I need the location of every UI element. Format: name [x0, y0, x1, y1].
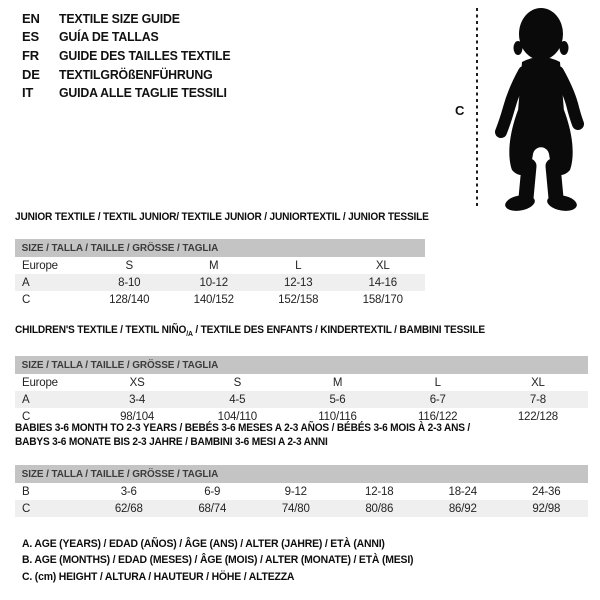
table-row: [15, 483, 588, 500]
size-cell: 3-4: [129, 393, 146, 406]
size-cell: 62/68: [114, 502, 143, 515]
footnote-c: C. (cm) HEIGHT / ALTURA / HAUTEUR / HÖHE / ALTEZZA: [22, 570, 295, 583]
language-row: [22, 65, 239, 84]
size-band-label: SIZE / TALLA / TAILLE / GRÖSSE / TAGLIA: [21, 468, 219, 480]
size-cell: M: [209, 259, 219, 272]
size-band-label: SIZE / TALLA / TAILLE / GRÖSSE / TAGLIA: [21, 242, 219, 254]
language-title-list: [22, 9, 239, 102]
size-cell: 98/104: [120, 410, 155, 423]
language-row: [22, 83, 239, 102]
row-label: A: [22, 276, 30, 289]
size-cell: XS: [129, 376, 145, 389]
footnote-b: B. AGE (MONTHS) / EDAD (MESES) / ÂGE (MOIS) / ALTER (MONATE) / ETÀ (MESI): [22, 554, 414, 567]
guide-title: GUIDE DES TAILLES TEXTILE: [59, 47, 231, 63]
table-title: JUNIOR TEXTILE / TEXTIL JUNIOR/ TEXTILE JUNIOR / JUNIORTEXTIL / JUNIOR TESSILE: [15, 211, 429, 223]
childrens-textile-table: [15, 323, 588, 425]
row-label: Europe: [22, 376, 58, 389]
row-label: C: [22, 293, 31, 306]
measure-dashed-line: [476, 8, 478, 209]
size-cell: 8-10: [118, 276, 141, 289]
height-measure-label: C: [455, 103, 465, 118]
table-row: [15, 374, 588, 391]
size-cell: 24-36: [532, 485, 561, 498]
size-cell: M: [332, 376, 343, 389]
size-cell: S: [233, 376, 242, 389]
row-label: C: [22, 410, 31, 423]
size-cell: 128/140: [109, 293, 150, 306]
table-row: [15, 257, 425, 274]
language-code: ES: [22, 29, 39, 45]
size-cell: 116/122: [418, 410, 458, 423]
size-cell: 122/128: [517, 410, 558, 423]
size-cell: 12-13: [284, 276, 313, 289]
size-cell: 86/92: [448, 502, 477, 515]
table-title-text: CHILDREN'S TEXTILE / TEXTIL NIÑO: [15, 324, 187, 336]
guide-title: TEXTILE SIZE GUIDE: [59, 10, 180, 26]
size-header-band: [15, 356, 588, 374]
language-row: [22, 9, 239, 28]
size-cell: 4-5: [229, 393, 246, 406]
toddler-silhouette-icon: [487, 6, 595, 212]
language-code: EN: [22, 10, 40, 26]
size-cell: 158/170: [362, 293, 403, 306]
size-cell: XL: [531, 376, 545, 389]
table-row: [15, 500, 588, 517]
table-title: [15, 323, 542, 341]
size-cell: 68/74: [198, 502, 227, 515]
size-header-band: [15, 465, 588, 483]
footnote-a: A. AGE (YEARS) / EDAD (AÑOS) / ÂGE (ANS) / ALTER (JAHRE) / ETÀ (ANNI): [22, 538, 385, 550]
table-title-text: / TEXTILE DES ENFANTS / KINDERTEXTIL / BAMBINI TESSILE: [192, 324, 485, 336]
table-title: BABYS 3-6 MONATE BIS 2-3 JAHRE / BAMBINI 3-6 MESI A 2-3 ANNI: [15, 436, 328, 448]
size-band-label: SIZE / TALLA / TAILLE / GRÖSSE / TAGLIA: [21, 359, 219, 372]
size-cell: 9-12: [284, 485, 307, 498]
size-cell: 104/110: [217, 410, 257, 423]
guide-title: GUIDA ALLE TAGLIE TESSILI: [59, 85, 227, 101]
table-title-subscript: /A: [186, 329, 193, 339]
size-cell: 74/80: [281, 502, 310, 515]
size-cell: 18-24: [448, 485, 477, 498]
junior-textile-table: [15, 210, 429, 308]
size-cell: L: [434, 376, 441, 389]
size-cell: 14-16: [368, 276, 397, 289]
size-cell: 10-12: [199, 276, 228, 289]
toddler-figure: [440, 0, 600, 220]
row-label: B: [22, 485, 30, 498]
legend-footnotes: [22, 536, 434, 585]
size-cell: 152/158: [278, 293, 319, 306]
size-cell: 140/152: [193, 293, 234, 306]
size-cell: 12-18: [365, 485, 394, 498]
table-row: [15, 391, 588, 408]
babies-textile-table: [15, 421, 588, 517]
size-cell: 110/116: [318, 410, 357, 423]
size-cell: 80/86: [365, 502, 394, 515]
table-row: [15, 291, 425, 308]
table-title: BABIES 3-6 MONTH TO 2-3 YEARS / BEBÉS 3-6 MESES A 2-3 AÑOS / BÉBÉS 3-6 MOIS À 2-3 ANS /: [15, 422, 471, 434]
language-code: FR: [22, 47, 39, 63]
size-cell: XL: [375, 259, 390, 272]
language-row: [22, 46, 239, 65]
row-label: Europe: [22, 259, 58, 272]
size-cell: S: [125, 259, 133, 272]
row-label: C: [22, 502, 31, 515]
language-code: IT: [22, 85, 34, 101]
size-cell: 6-9: [204, 485, 221, 498]
language-row: [22, 28, 239, 47]
size-cell: 7-8: [529, 393, 546, 406]
size-header-band: [15, 239, 425, 257]
guide-title: TEXTILGRÖßENFÜHRUNG: [59, 66, 213, 82]
table-row: [15, 274, 425, 291]
guide-title: GUÍA DE TALLAS: [59, 29, 159, 45]
language-code: DE: [22, 66, 40, 82]
size-cell: 92/98: [532, 502, 561, 515]
size-cell: L: [295, 259, 302, 272]
size-cell: 5-6: [329, 393, 346, 406]
row-label: A: [22, 393, 30, 406]
size-cell: 6-7: [429, 393, 446, 406]
size-cell: 3-6: [120, 485, 137, 498]
